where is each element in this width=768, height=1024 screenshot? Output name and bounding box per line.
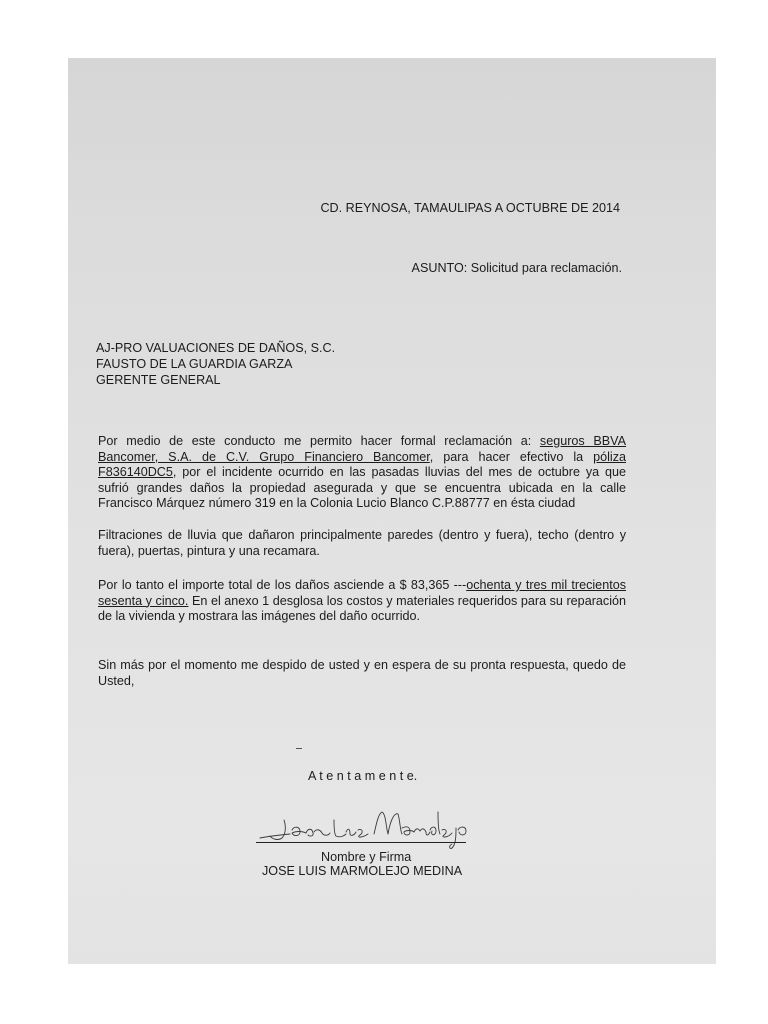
subject-label: ASUNTO: <box>411 261 468 275</box>
paragraph-farewell: Sin más por el momento me despido de usted y en espera de su pronta respuesta, quedo de Usted, <box>98 658 626 688</box>
handwritten-signature <box>250 798 490 858</box>
signer-name: JOSE LUIS MARMOLEJO MEDINA <box>262 864 463 878</box>
stray-mark <box>296 748 302 749</box>
subject-line <box>318 261 622 276</box>
letter-page <box>68 58 716 964</box>
claim-text-end: , por el incidente ocurrido en las pasadas lluvias del mes de octubre ya que sufrió grandes daños la propiedad asegurada y que se encuentra ubicada en la calle Francisco Márquez número 319 en la Colonia Lucio Blanco C.P.88777 en ésta ciudad <box>98 465 626 510</box>
claim-text-intro: Por medio de este conducto me permito hacer formal reclamación a: <box>98 434 540 448</box>
sign-label: Nombre y Firma <box>321 850 412 864</box>
place-date: CD. REYNOSA, TAMAULIPAS A OCTUBRE DE 2014 <box>320 201 620 215</box>
paragraph-damages: Filtraciones de lluvia que dañaron principalmente paredes (dentro y fuera), techo (dentro y fuera), puertas, pintura y una recamara. <box>98 528 626 558</box>
annex-text: En el anexo 1 desglosa los costos y materiales requeridos para su reparación de la vivienda y mostrara las imágenes del daño ocurrido. <box>98 593 626 623</box>
amount-in-words: ochenta y tres mil trecientos sesenta y cinco. <box>98 578 626 608</box>
recipient-title: GERENTE GENERAL <box>96 373 221 387</box>
recipient-name: FAUSTO DE LA GUARDIA GARZA <box>96 357 293 371</box>
paragraph-claim <box>98 434 626 512</box>
subject-text: Solicitud para reclamación. <box>470 261 622 275</box>
insurer-name: seguros BBVA Bancomer, S.A. de C.V. Grupo Financiero Bancomer <box>98 434 626 464</box>
signature-line <box>256 842 466 843</box>
salutation: A t e n t a m e n t e. <box>308 769 418 783</box>
amount-text: Por lo tanto el importe total de los daños asciende a $ 83,365 --- <box>98 578 467 592</box>
paragraph-amount <box>98 578 626 625</box>
recipient-company: AJ-PRO VALUACIONES DE DAÑOS, S.C. <box>96 341 336 355</box>
claim-text-mid: , para hacer efectivo la <box>429 449 594 464</box>
signature-block <box>250 798 490 858</box>
policy-number: póliza F836140DC5 <box>98 449 627 479</box>
